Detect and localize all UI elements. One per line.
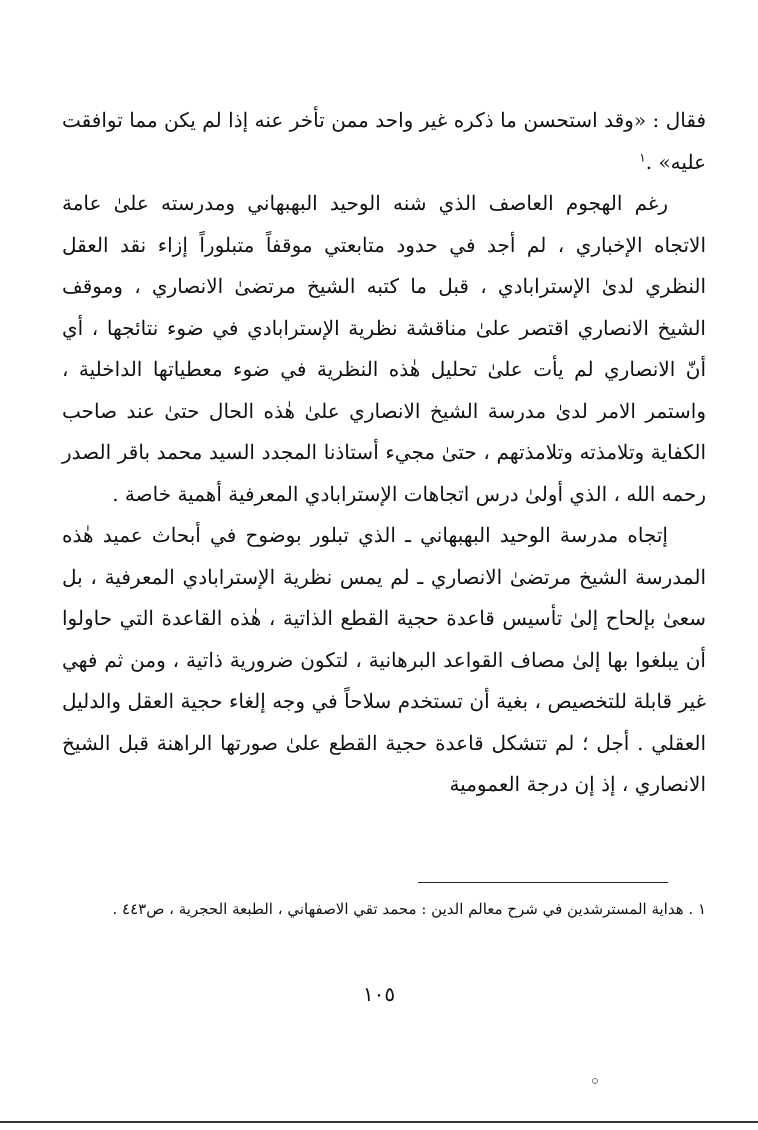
footnote-marker: ١ [639,149,646,164]
footnote-text: ١ . هداية المسترشدين في شرح معالم الدين : محمد تقي الاصفهاني ، الطبعة الحجرية ، ص٤٤٣ . [112,900,706,918]
scan-speck [592,1078,598,1084]
page-bottom-edge [0,1121,758,1123]
footnote [110,894,706,924]
footnote-divider [418,882,668,883]
paragraph-criticism: رغم الهجوم العاصف الذي شنه الوحيد البهبهاني ومدرسته علىٰ عامة الاتجاه الإخباري ، لم أجد في حدود متابعتي موقفاً متبلوراً إزاء نقد العقل النظري لدىٰ الإسترابادي ، قبل ما كتبه الشيخ مرتضىٰ الانصاري ، وموقف الشيخ الانصاري اقتصر علىٰ مناقشة نظرية الإسترابادي في ضوء نتائجها ، أي أنّ الانصاري لم يأت علىٰ تحليل هٰذه النظرية في ضوء معطياتها الداخلية ، واستمر الامر لدىٰ مدرسة الشيخ الانصاري علىٰ هٰذه الحال حتىٰ عند صاحب الكفاية وتلامذته وتلامذتهم ، حتىٰ مجيء أستاذنا المجدد السيد محمد باقر الصدر رحمه الله ، الذي أولىٰ درس اتجاهات الإسترابادي المعرفية أهمية خاصة . [62,191,706,506]
paragraph-school-direction: إتجاه مدرسة الوحيد البهبهاني ـ الذي تبلور بوضوح في أبحاث عميد هٰذه المدرسة الشيخ مرتضىٰ الانصاري ـ لم يمس نظرية الإسترابادي المعرفية ، بل سعىٰ بإلحاح إلىٰ تأسيس قاعدة حجية القطع الذاتية ، هٰذه القاعدة التي حاولوا أن يبلغوا بها إلىٰ مصاف القواعد البرهانية ، لتكون ضرورية ذاتية ، ومن ثم فهي غير قابلة للتخصيص ، بغية أن تستخدم سلاحاً في وجه إلغاء حجية العقل والدليل العقلي . أجل ؛ لم تتشكل قاعدة حجية القطع علىٰ صورتها الراهنة قبل الشيخ الانصاري ، إذ إن درجة العمومية [62,523,707,796]
paragraph-quote [62,100,706,183]
page-number: ١٠٥ [362,982,396,1006]
body-text [62,100,706,806]
paragraph-quote-text: فقال : «وقد استحسن ما ذكره غير واحد ممن تأخر عنه إذا لم يكن مما توافقت عليه» . [62,108,706,174]
